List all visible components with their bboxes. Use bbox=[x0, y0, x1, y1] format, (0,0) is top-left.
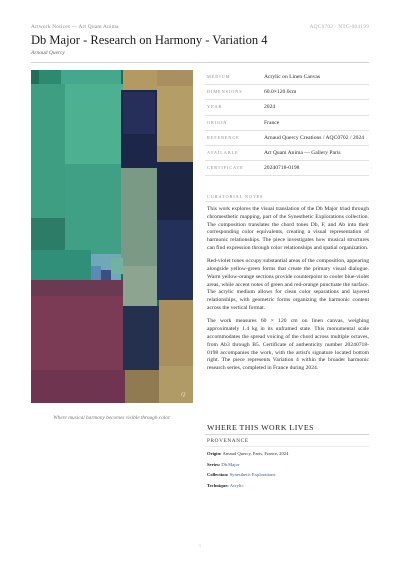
spec-key: YEAR bbox=[207, 104, 223, 110]
page-number: 1 bbox=[198, 543, 202, 548]
breadcrumb[interactable]: Artwork Notices — Art Quam Anima bbox=[31, 24, 119, 30]
spec-row-certificate bbox=[205, 161, 369, 176]
collection-link[interactable]: Synesthetic Explorations bbox=[229, 472, 276, 478]
series-link[interactable]: Db Major bbox=[221, 461, 240, 467]
artwork-caption: Where musical harmony becomes visible through color. bbox=[53, 415, 171, 421]
provenance-label: PROVENANCE bbox=[207, 438, 249, 444]
header-divider bbox=[31, 62, 369, 63]
spec-table bbox=[205, 70, 369, 176]
provenance-list bbox=[207, 449, 369, 492]
provenance-key: Series: bbox=[207, 461, 221, 467]
spec-value: Acrylic on Linen Canvas bbox=[264, 74, 321, 80]
spec-key: AVAILABLE bbox=[207, 150, 239, 156]
svg-text:Q: Q bbox=[181, 392, 186, 398]
reference-code: AQC0702 · NTC-004199 bbox=[309, 24, 369, 30]
curatorial-notes bbox=[207, 206, 369, 378]
spec-key: ORIGIN bbox=[207, 119, 228, 125]
spec-row-year bbox=[205, 100, 369, 115]
technique-link[interactable]: Acrylic bbox=[229, 483, 244, 489]
curatorial-notes-label: CURATORIAL NOTES bbox=[207, 194, 264, 199]
spec-key: CERTIFICATE bbox=[207, 165, 244, 171]
curatorial-divider bbox=[205, 201, 369, 202]
curatorial-paragraph: Red-violet tones occupy substantial areas of the composition, appearing alongside yellow-green forms that create the primary visual dialogue. Warm yellow-orange sections provide counterpoint to cooler blue-violet areas, while accent notes of green and red-orange punctuate the surface. The acrylic medium allows for clean color separations and layered relationships, with geometric forms organizing the harmonic content across the vertical format. bbox=[207, 258, 369, 312]
where-divider bbox=[205, 434, 369, 435]
provenance-collection bbox=[207, 470, 369, 481]
spec-row-dimensions bbox=[205, 85, 369, 100]
spec-value: Arnaud Quercy Creations / AQC0702 / 2024 bbox=[264, 134, 365, 141]
provenance-origin bbox=[207, 449, 369, 460]
spec-row-origin bbox=[205, 116, 369, 131]
spec-row-reference bbox=[205, 131, 369, 146]
provenance-technique bbox=[207, 481, 369, 492]
provenance-key: Origin: bbox=[207, 451, 222, 456]
spec-value: 60.0×120.0cm bbox=[264, 89, 297, 96]
curatorial-paragraph: The work measures 60 × 120 cm on linen canvas, weighing approximately 1.4 kg in its unframed state. This monumental scale accommodates the spread voicing of the chord across multiple octaves, from Ab3 through B5. Certificate of authenticity number 20240718-0198 accompanies the work, with the artist's signature located bottom right. The piece represents Variation 4 within the broader harmonic research series, completed in France during 2024. bbox=[207, 318, 369, 372]
provenance-value: Arnaud Quercy, Paris, France, 2024 bbox=[222, 451, 289, 456]
spec-value: Art Quam Anima — Gallery Paris bbox=[264, 150, 341, 157]
abstract-painting bbox=[31, 70, 193, 403]
artwork-image bbox=[31, 70, 193, 403]
where-section-title: WHERE THIS WORK LIVES bbox=[207, 423, 315, 432]
curatorial-paragraph: This work explores the visual translation of the Db Major triad through chromesthetic mapping, part of the Synesthetic Explorations collection. The composition translates the chord tones Db, F, and Ab into their corresponding color equivalents, creating a visual representation of harmonic relationships. The piece investigates how musical structures can find expression through color relationships and spatial organization. bbox=[207, 206, 369, 251]
spec-row-medium bbox=[205, 70, 369, 85]
spec-value: 20240718-0198 bbox=[264, 165, 300, 172]
spec-key: REFERENCE bbox=[207, 134, 240, 140]
page-title: Db Major - Research on Harmony - Variation 4 bbox=[31, 33, 268, 47]
provenance-key: Technique: bbox=[207, 483, 229, 489]
spec-row-available bbox=[205, 146, 369, 161]
spec-value: 2024 bbox=[264, 104, 276, 111]
spec-value: France bbox=[264, 119, 280, 126]
spec-key: DIMENSIONS bbox=[207, 89, 243, 95]
provenance-key: Collection: bbox=[207, 472, 229, 478]
spec-key: MEDIUM bbox=[207, 74, 231, 79]
provenance-series bbox=[207, 460, 369, 471]
artist-name: Arnaud Quercy bbox=[31, 50, 65, 56]
provenance-divider bbox=[205, 446, 369, 447]
